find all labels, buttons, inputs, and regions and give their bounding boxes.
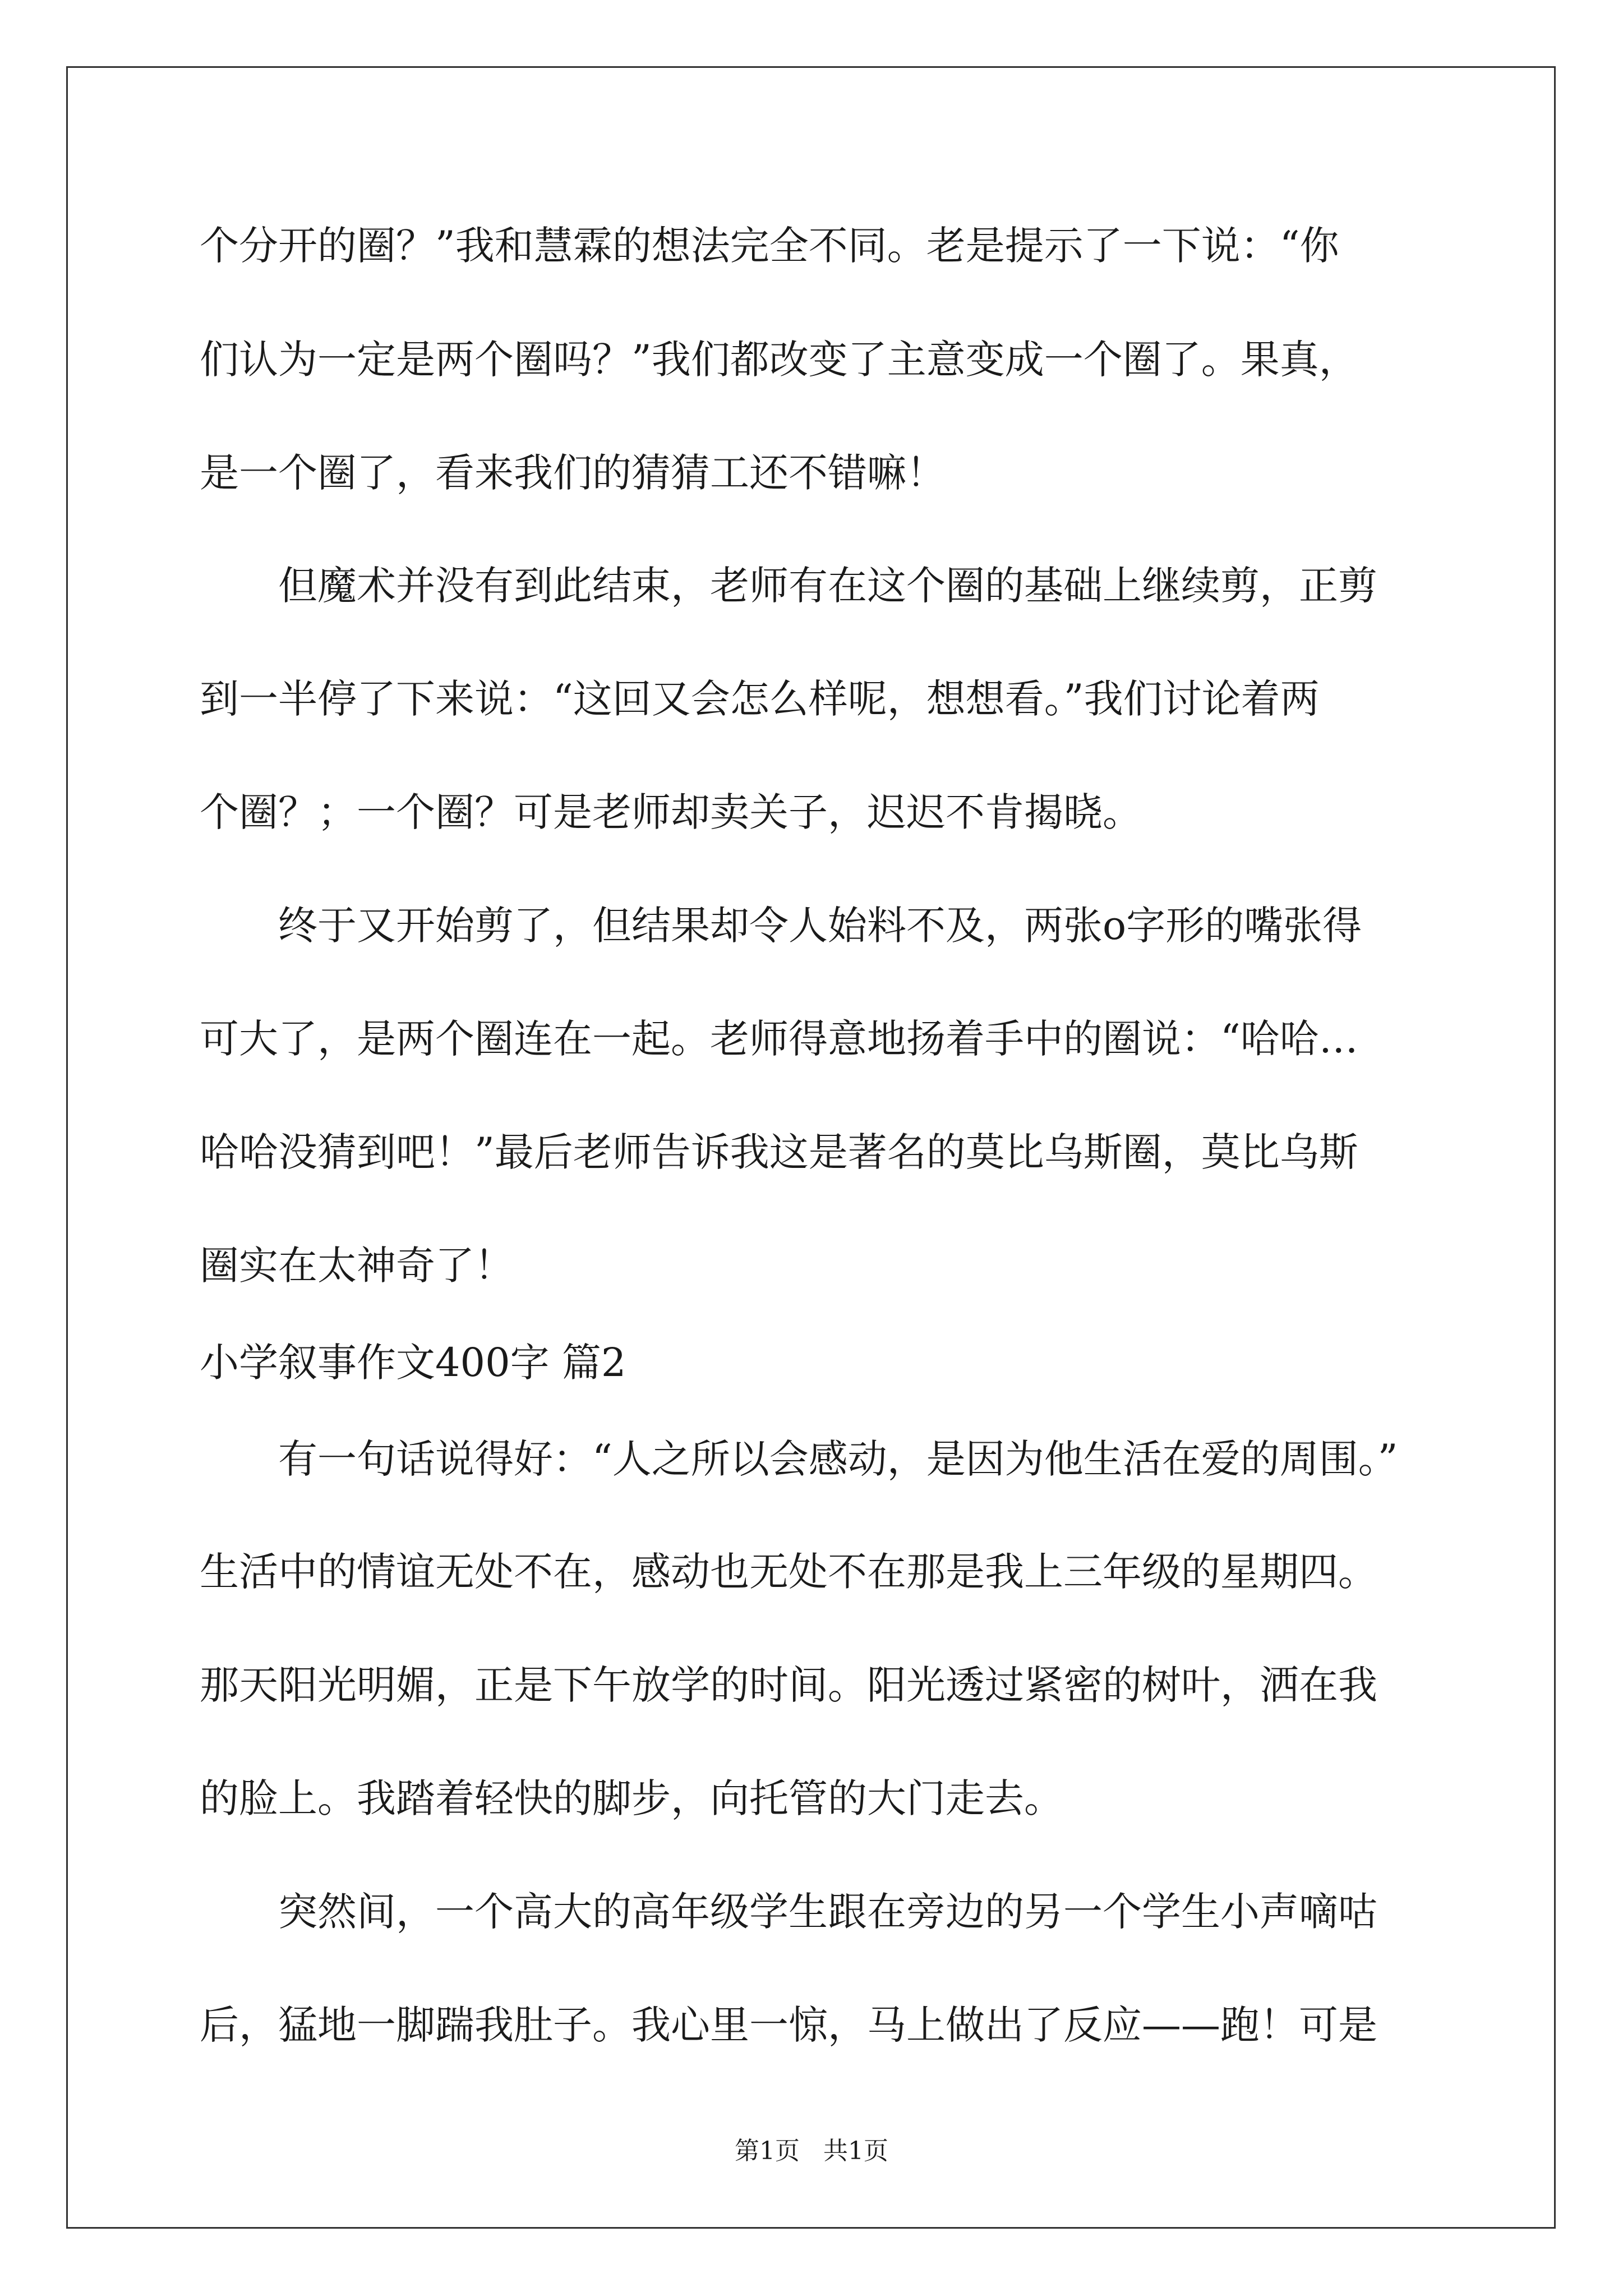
text-line: 个圈？；一个圈？可是老师却卖关子，迟迟不肯揭晓。 xyxy=(200,789,1142,835)
text-line: 圈实在太神奇了！ xyxy=(200,1243,514,1289)
paragraph-start-line: 突然间，一个高大的高年级学生跟在旁边的另一个学生小声嘀咕 xyxy=(278,1889,1377,1935)
text-line: 生活中的情谊无处不在，感动也无处不在那是我上三年级的星期四。 xyxy=(200,1549,1377,1595)
text-line: 到一半停了下来说：“这回又会怎么样呢，想想看。”我们讨论着两 xyxy=(200,676,1320,722)
page-number-footer: 第1页 共1页 xyxy=(735,2137,888,2165)
text-line: 个分开的圈？”我和慧霖的想法完全不同。老是提示了一下说：“你 xyxy=(200,223,1339,269)
paragraph-start-line: 但魔术并没有到此结束，老师有在这个圈的基础上继续剪，正剪 xyxy=(278,563,1377,609)
paragraph-start-line: 终于又开始剪了，但结果却令人始料不及，两张o字形的嘴张得 xyxy=(278,903,1362,949)
text-line: 后，猛地一脚踹我肚子。我心里一惊，马上做出了反应——跑！可是 xyxy=(200,2002,1377,2048)
section-heading: 小学叙事作文400字 篇2 xyxy=(200,1340,626,1386)
text-line: 们认为一定是两个圈吗？”我们都改变了主意变成一个圈了。果真， xyxy=(200,337,1358,383)
paragraph-start-line: 有一句话说得好：“人之所以会感动，是因为他生活在爱的周围。” xyxy=(278,1436,1398,1482)
text-line: 可大了，是两个圈连在一起。老师得意地扬着手中的圈说：“哈哈… xyxy=(200,1016,1358,1062)
text-line: 是一个圈了，看来我们的猜猜工还不错嘛！ xyxy=(200,450,946,496)
text-line: 哈哈没猜到吧！”最后老师告诉我这是著名的莫比乌斯圈，莫比乌斯 xyxy=(200,1129,1358,1175)
text-line: 的脸上。我踏着轻快的脚步，向托管的大门走去。 xyxy=(200,1775,1063,1821)
text-line: 那天阳光明媚，正是下午放学的时间。阳光透过紧密的树叶，洒在我 xyxy=(200,1662,1377,1708)
